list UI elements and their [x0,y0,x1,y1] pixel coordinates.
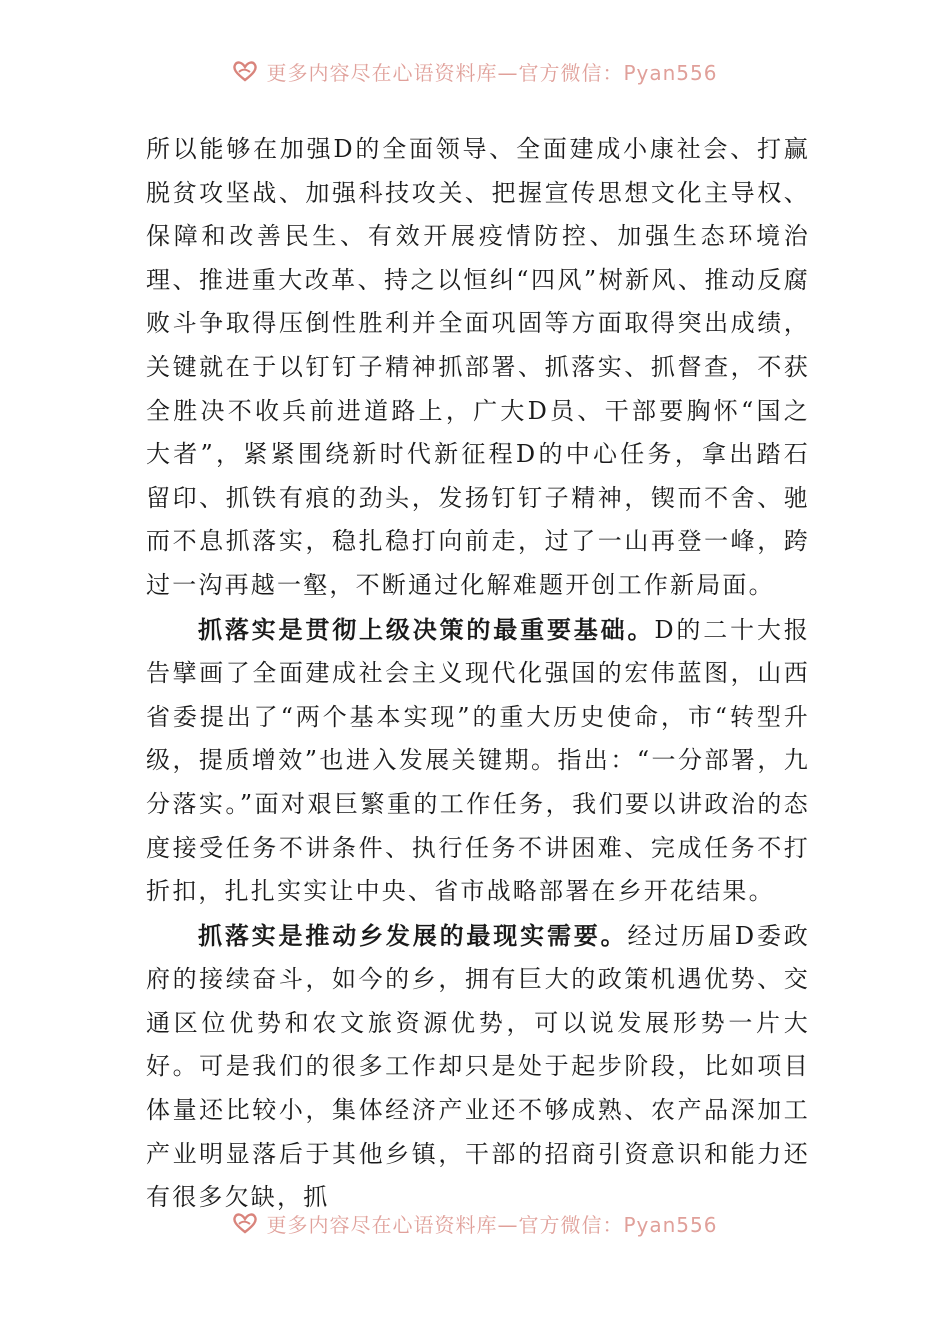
footer-watermark-text: 更多内容尽在心语资料库—官方微信：Pyan556 [266,1212,718,1237]
header-watermark [0,56,950,86]
paragraph-2 [146,608,810,914]
paragraph-3-lead: 抓落实是推动乡发展的最现实需要。 [198,920,628,950]
paragraph-1: 所以能够在加强D的全面领导、全面建成小康社会、打赢脱贫攻坚战、加强科技攻关、把握宣传思想文化主导权、保障和改善民生、有效开展疫情防控、加强生态环境治理、推进重大改革、持之以恒纠“四风”树新风、推动反腐败斗争取得压倒性胜利并全面巩固等方面取得突出成绩，关键就在于以钉钉子精神抓部署、抓落实、抓督查，不获全胜决不收兵前进道路上，广大D员、干部要胸怀“国之大者”，紧紧围绕新时代新征程D的中心任务，拿出踏石留印、抓铁有痕的劲头，发扬钉钉子精神，锲而不舍、驰而不息抓落实，稳扎稳打向前走，过了一山再登一峰，跨过一沟再越一壑，不断通过化解难题开创工作新局面。 [146,135,810,599]
paragraph-2-lead: 抓落实是贯彻上级决策的最重要基础。 [198,614,655,644]
paragraph-3-text: 经过历届D委政府的接续奋斗，如今的乡，拥有巨大的政策机遇优势、交通区位优势和农文旅资源优势，可以说发展形势一片大好。可是我们的很多工作却只是处于起步阶段，比如项目体量还比较小，集体经济产业还不够成熟、农产品深加工产业明显落后于其他乡镇，干部的招商引资意识和能力还有很多欠缺，抓 [146,921,810,1212]
header-watermark-text: 更多内容尽在心语资料库—官方微信：Pyan556 [266,60,718,85]
document-body [146,128,810,1220]
paragraph-2-text: D的二十大报告擘画了全面建成社会主义现代化强国的宏伟蓝图，山西省委提出了“两个基本实现”的重大历史使命，市“转型升级，提质增效”也进入发展关键期。指出：“一分部署，九分落实。”面对艰巨繁重的工作任务，我们要以讲政治的态度接受任务不讲条件、执行任务不讲困难、完成任务不打折扣，扎扎实实让中央、省市战略部署在乡开花结果。 [146,615,810,906]
paragraph-3 [146,914,810,1220]
heart-logo-icon [232,1212,258,1234]
footer-watermark [0,1208,950,1238]
heart-logo-icon [232,60,258,82]
